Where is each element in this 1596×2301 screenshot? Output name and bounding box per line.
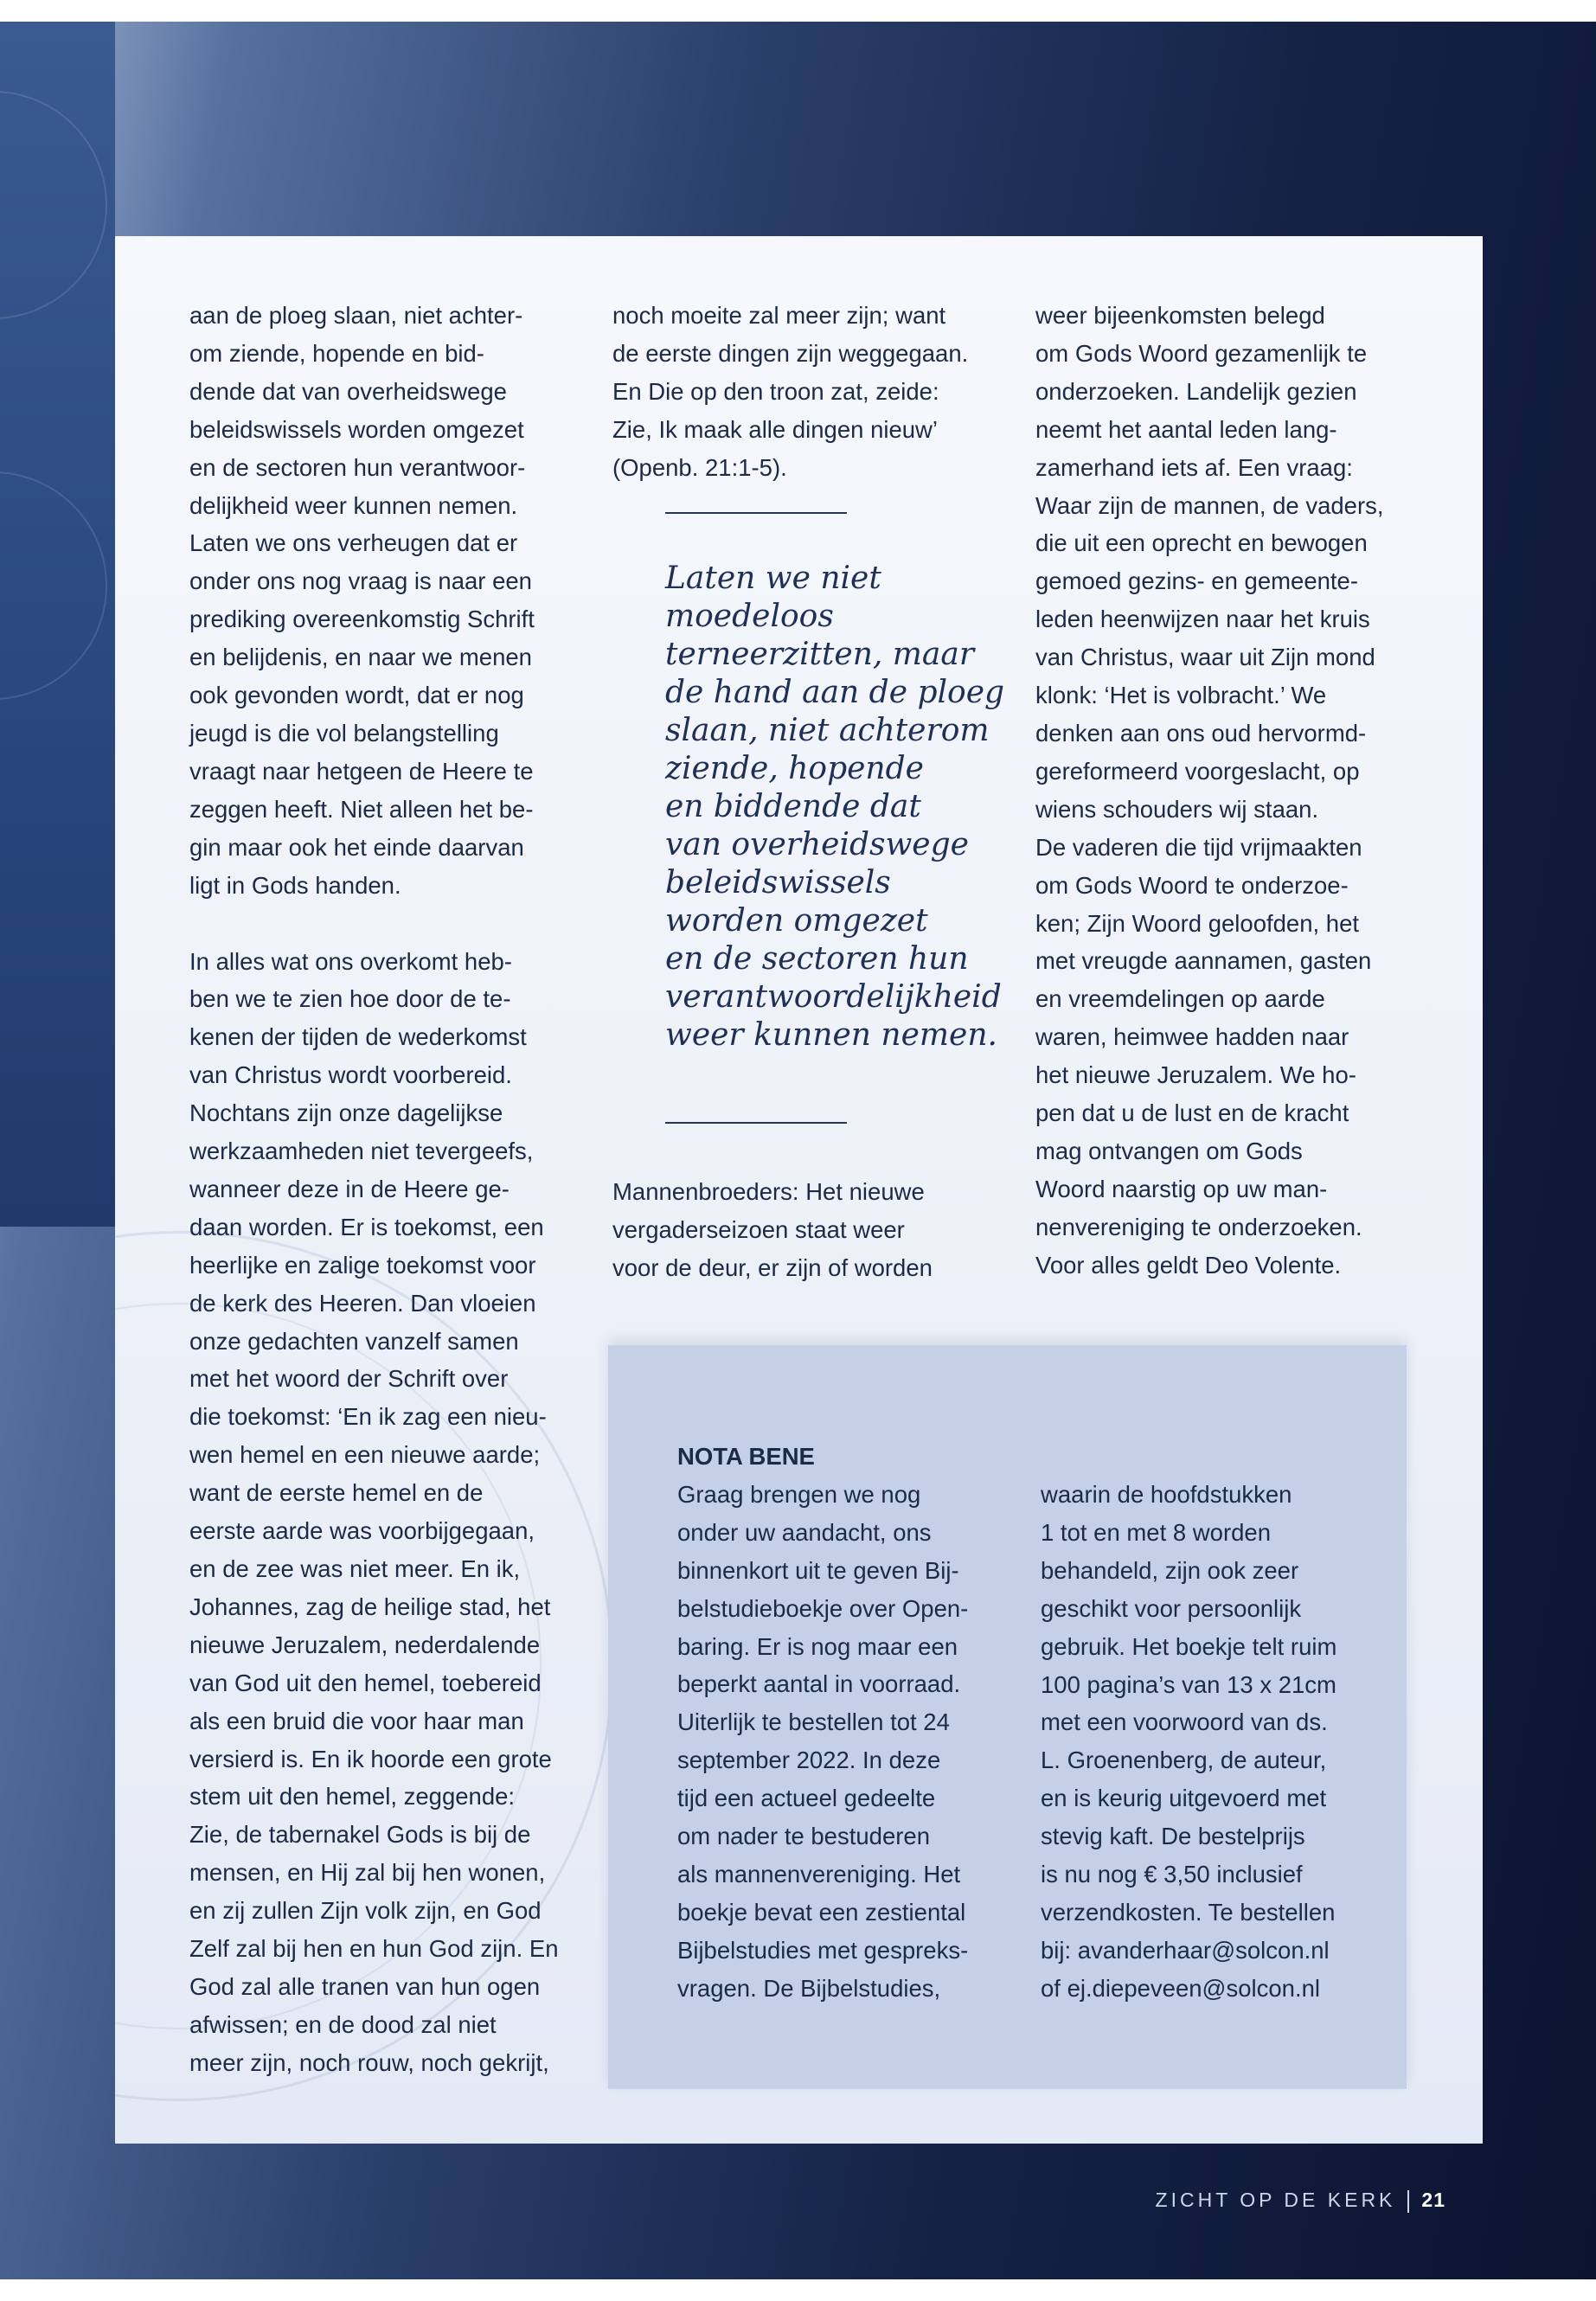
- text-line: om ziende, hopende en bid-: [189, 339, 484, 367]
- column-2-bottom: [612, 1173, 984, 1287]
- text-line: van God uit den hemel, toebereid: [189, 1669, 542, 1696]
- page-number: 21: [1421, 2189, 1445, 2211]
- column-3: [1035, 297, 1407, 1285]
- text-line: want de eerste hemel en de: [189, 1479, 484, 1507]
- text-line: van Christus, waar uit Zijn mond: [1035, 644, 1375, 671]
- text-line: 100 pagina’s van 13 x 21cm: [1041, 1670, 1336, 1698]
- text-line: wen hemel en een nieuwe aarde;: [189, 1441, 541, 1469]
- text-line: onder uw aandacht, ons: [677, 1518, 932, 1546]
- text-line: met het woord der Schrift over: [189, 1365, 509, 1393]
- text-line: aan de ploeg slaan, niet achter-: [189, 302, 523, 329]
- column-1-paragraph-2: [189, 943, 561, 2082]
- page-footer: [1156, 2189, 1445, 2213]
- nota-bene-right-column: [1041, 1476, 1369, 2008]
- text-line: Uiterlijk te bestellen tot 24: [677, 1708, 950, 1736]
- text-line: beleidswissels worden omgezet: [189, 415, 524, 443]
- text-line: die uit een oprecht en bewogen: [1035, 529, 1368, 557]
- text-line: Johannes, zag de heilige stad, het: [189, 1593, 551, 1620]
- nota-bene-left-column: [677, 1438, 1006, 2008]
- text-line: dende dat van overheidswege: [189, 377, 507, 405]
- text-line: met een voorwoord van ds.: [1041, 1708, 1328, 1736]
- text-line: daan worden. Er is toekomst, een: [189, 1213, 544, 1240]
- text-line: weer bijeenkomsten belegd: [1035, 302, 1325, 329]
- text-line: om Gods Woord te onderzoe-: [1035, 871, 1349, 899]
- text-line: Graag brengen we nog: [677, 1480, 921, 1508]
- text-line: worden omgezet: [665, 903, 928, 939]
- text-line: vragen. De Bijbelstudies,: [677, 1974, 941, 2002]
- text-line: het nieuwe Jeruzalem. We ho-: [1035, 1061, 1356, 1089]
- text-line: Nochtans zijn onze dagelijkse: [189, 1099, 503, 1127]
- text-line: In alles wat ons overkomt heb-: [189, 947, 512, 975]
- text-line: Bijbelstudies met gespreks-: [677, 1936, 969, 1964]
- text-line: onder ons nog vraag is naar een: [189, 567, 532, 595]
- decorative-ring: [0, 91, 107, 319]
- text-line: behandeld, zijn ook zeer: [1041, 1556, 1299, 1584]
- magazine-name: ZICHT OP DE KERK: [1155, 2189, 1396, 2211]
- text-line: weer kunnen nemen.: [665, 1017, 997, 1053]
- text-line: moedeloos: [665, 599, 834, 634]
- text-line: Waar zijn de mannen, de vaders,: [1035, 491, 1384, 519]
- text-line: baring. Er is nog maar een: [677, 1632, 958, 1660]
- text-line: delijkheid weer kunnen nemen.: [189, 491, 518, 519]
- footer-separator: [1407, 2190, 1409, 2213]
- text-line: geschikt voor persoonlijk: [1041, 1594, 1302, 1622]
- text-line: om Gods Woord gezamenlijk te: [1035, 339, 1368, 367]
- text-line: nenvereniging te onderzoeken.: [1035, 1213, 1362, 1240]
- text-line: of ej.diepeveen@solcon.nl: [1041, 1974, 1320, 2002]
- text-line: belstudieboekje over Open-: [677, 1594, 969, 1622]
- text-line: vraagt naar hetgeen de Heere te: [189, 757, 534, 785]
- text-line: ligt in Gods handen.: [189, 871, 401, 899]
- text-line: boekje bevat een zestiental: [677, 1898, 966, 1926]
- text-line: mensen, en Hij zal bij hen wonen,: [189, 1859, 546, 1887]
- text-line: slaan, niet achterom: [665, 713, 990, 748]
- text-line: nieuwe Jeruzalem, nederdalende: [189, 1631, 541, 1658]
- text-line: De vaderen die tijd vrijmaakten: [1035, 833, 1362, 861]
- text-line: als een bruid die voor haar man: [189, 1707, 524, 1734]
- text-line: en de sectoren hun verantwoor-: [189, 453, 526, 481]
- text-line: klonk: ‘Het is volbracht.’ We: [1035, 682, 1327, 709]
- text-line: ziende, hopende: [665, 751, 924, 786]
- text-line: stem uit den hemel, zeggende:: [189, 1783, 516, 1811]
- nota-bene-left-text: [677, 1476, 1006, 2008]
- text-line: Laten we niet: [665, 561, 881, 596]
- text-line: L. Groenenberg, de auteur,: [1041, 1747, 1327, 1774]
- text-line: gin maar ook het einde daarvan: [189, 833, 524, 861]
- text-line: waarin de hoofdstukken: [1041, 1481, 1292, 1508]
- text-line: gebruik. Het boekje telt ruim: [1041, 1632, 1337, 1660]
- text-line: Zelf zal bij hen en hun God zijn. En: [189, 1935, 559, 1963]
- text-line: is nu nog € 3,50 inclusief: [1041, 1861, 1303, 1888]
- text-line: binnenkort uit te geven Bij-: [677, 1556, 959, 1584]
- text-line: en de sectoren hun: [665, 941, 969, 977]
- text-line: en belijdenis, en naar we menen: [189, 644, 532, 671]
- quote-rule-bottom: [665, 1122, 847, 1124]
- text-line: werkzaamheden niet tevergeefs,: [189, 1138, 534, 1165]
- text-line: om nader te bestuderen: [677, 1823, 930, 1850]
- text-line: en de zee was niet meer. En ik,: [189, 1555, 521, 1582]
- text-line: jeugd is die vol belangstelling: [189, 719, 499, 747]
- text-line: onze gedachten vanzelf samen: [189, 1327, 519, 1355]
- nota-bene-title: NOTA BENE: [677, 1443, 815, 1470]
- text-line: kenen der tijden de wederkomst: [189, 1023, 527, 1051]
- text-line: van Christus wordt voorbereid.: [189, 1061, 512, 1089]
- text-line: en is keurig uitgevoerd met: [1041, 1785, 1327, 1812]
- text-line: noch moeite zal meer zijn; want: [612, 302, 946, 329]
- text-line: 1 tot en met 8 worden: [1041, 1518, 1271, 1546]
- column-2: [612, 297, 984, 487]
- quote-rule-top: [665, 512, 847, 514]
- text-line: ben we te zien hoe door de te-: [189, 985, 511, 1013]
- text-line: de eerste dingen zijn weggegaan.: [612, 339, 969, 367]
- text-line: beleidswissels: [665, 865, 891, 901]
- text-line: tijd een actueel gedeelte: [677, 1785, 936, 1812]
- text-line: en biddende dat: [665, 789, 921, 824]
- text-line: denken aan ons oud hervormd-: [1035, 719, 1367, 747]
- text-line: Zie, de tabernakel Gods is bij de: [189, 1821, 531, 1849]
- nota-bene-right-text: [1041, 1476, 1369, 2008]
- text-line: de hand aan de ploeg: [665, 675, 1005, 710]
- text-line: met vreugde aannamen, gasten: [1035, 947, 1372, 975]
- text-line: En Die op den troon zat, zeide:: [612, 377, 939, 405]
- text-line: die toekomst: ‘En ik zag een nieu-: [189, 1403, 547, 1431]
- text-line: God zal alle tranen van hun ogen: [189, 1972, 541, 2000]
- text-line: leden heenwijzen naar het kruis: [1035, 606, 1370, 633]
- text-line: onderzoeken. Landelijk gezien: [1035, 377, 1357, 405]
- text-line: als mannenvereniging. Het: [677, 1860, 961, 1888]
- column-1-paragraph-1: [189, 297, 561, 905]
- text-line: de kerk des Heeren. Dan vloeien: [189, 1289, 536, 1317]
- text-line: gereformeerd voorgeslacht, op: [1035, 757, 1360, 785]
- text-line: pen dat u de lust en de kracht: [1035, 1099, 1349, 1127]
- text-line: afwissen; en de dood zal niet: [189, 2010, 497, 2038]
- text-line: Zie, Ik maak alle dingen nieuw’: [612, 415, 939, 443]
- text-line: beperkt aantal in voorraad.: [677, 1670, 961, 1698]
- nota-bene-box: [608, 1345, 1407, 2089]
- text-line: neemt het aantal leden lang-: [1035, 415, 1337, 443]
- text-line: Voor alles geldt Deo Volente.: [1035, 1251, 1342, 1279]
- text-line: meer zijn, noch rouw, noch gekrijt,: [189, 2048, 549, 2076]
- text-line: heerlijke en zalige toekomst voor: [189, 1251, 536, 1279]
- text-line: Woord naarstig op uw man-: [1035, 1175, 1328, 1202]
- text-line: prediking overeenkomstig Schrift: [189, 606, 535, 633]
- text-line: Mannenbroeders: Het nieuwe: [612, 1178, 925, 1205]
- text-line: verzendkosten. Te bestellen: [1041, 1898, 1336, 1926]
- text-line: wiens schouders wij staan.: [1035, 795, 1319, 823]
- text-line: eerste aarde was voorbijgegaan,: [189, 1517, 535, 1545]
- text-line: ken; Zijn Woord geloofden, het: [1035, 909, 1360, 937]
- text-line: en vreemdelingen op aarde: [1035, 985, 1325, 1013]
- text-line: terneerzitten, maar: [665, 637, 975, 672]
- text-line: wanneer deze in de Heere ge-: [189, 1175, 510, 1202]
- text-line: gemoed gezins- en gemeente-: [1035, 567, 1359, 595]
- text-line: mag ontvangen om Gods: [1035, 1137, 1303, 1164]
- text-line: stevig kaft. De bestelprijs: [1041, 1823, 1305, 1850]
- left-decorative-band: [0, 22, 115, 1227]
- decorative-ring: [0, 471, 107, 700]
- text-line: voor de deur, er zijn of worden: [612, 1253, 933, 1281]
- text-line: en zij zullen Zijn volk zijn, en God: [189, 1897, 542, 1925]
- column-2-paragraph-2: [612, 1173, 984, 1287]
- text-line: (Openb. 21:1-5).: [612, 453, 787, 481]
- text-line: Laten we ons verheugen dat er: [189, 529, 518, 557]
- text-line: waren, heimwee hadden naar: [1035, 1023, 1349, 1051]
- column-3-paragraph-1: [1035, 297, 1407, 1285]
- column-2-paragraph-1: [612, 297, 984, 487]
- text-line: ook gevonden wordt, dat er nog: [189, 682, 524, 709]
- text-line: van overheidswege: [665, 827, 969, 862]
- text-line: versierd is. En ik hoorde een grote: [189, 1745, 552, 1772]
- pull-quote: [665, 560, 1011, 1054]
- text-line: vergaderseizoen staat weer: [612, 1215, 905, 1243]
- text-line: zamerhand iets af. Een vraag:: [1035, 453, 1353, 481]
- column-1: [189, 297, 561, 2082]
- text-line: september 2022. In deze: [677, 1747, 941, 1774]
- text-line: verantwoordelijkheid: [665, 979, 1002, 1015]
- text-line: bij: avanderhaar@solcon.nl: [1041, 1936, 1330, 1964]
- text-line: zeggen heeft. Niet alleen het be-: [189, 795, 534, 823]
